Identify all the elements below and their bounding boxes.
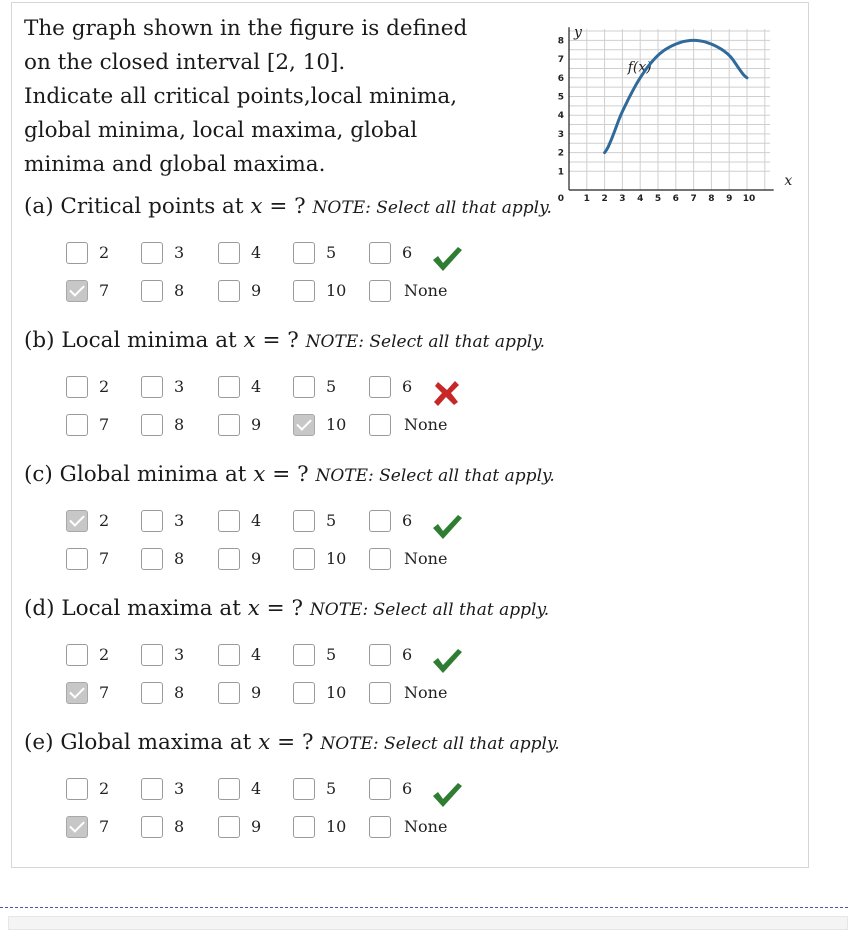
- y-tick-label: 3: [557, 129, 564, 140]
- option-label[interactable]: 4: [251, 511, 262, 530]
- option-label[interactable]: 9: [251, 817, 262, 836]
- option-checkbox[interactable]: [66, 778, 88, 800]
- section-divider: [0, 907, 848, 908]
- option-checkbox[interactable]: [218, 242, 240, 264]
- option-checkbox[interactable]: [141, 548, 163, 570]
- question-prefix: (a) Critical points at: [24, 194, 251, 219]
- option-checkbox[interactable]: [369, 548, 391, 570]
- question-note: NOTE: Select all that apply.: [320, 734, 560, 754]
- option-label[interactable]: 6: [402, 377, 413, 396]
- option-label[interactable]: 2: [99, 377, 110, 396]
- function-graph: [548, 10, 793, 204]
- option-label[interactable]: 5: [326, 243, 337, 262]
- option-label[interactable]: 3: [174, 779, 185, 798]
- option-checkbox[interactable]: [293, 644, 315, 666]
- question-prefix: (e) Global maxima at: [24, 730, 259, 755]
- option-checkbox[interactable]: [369, 778, 391, 800]
- x-tick-label: 5: [654, 194, 662, 204]
- question-variable: x: [253, 462, 266, 487]
- option-label[interactable]: 4: [251, 779, 262, 798]
- option-label[interactable]: 3: [174, 511, 185, 530]
- option-label[interactable]: 9: [251, 549, 262, 568]
- y-tick-label: 0: [557, 194, 564, 204]
- option-checkbox[interactable]: [293, 280, 315, 302]
- option-label[interactable]: 2: [99, 243, 110, 262]
- incorrect-cross-icon: [430, 378, 464, 408]
- option-checkbox[interactable]: [141, 414, 163, 436]
- option-label[interactable]: 2: [99, 779, 110, 798]
- x-axis-label: x: [784, 173, 793, 189]
- option-label[interactable]: 3: [174, 377, 185, 396]
- option-label[interactable]: 5: [326, 377, 337, 396]
- question-note: NOTE: Select all that apply.: [312, 198, 552, 218]
- option-checkbox[interactable]: [369, 682, 391, 704]
- option-checkbox[interactable]: [293, 414, 315, 436]
- option-label[interactable]: 10: [326, 549, 347, 568]
- y-axis-label: y: [574, 24, 582, 41]
- option-label[interactable]: 9: [251, 415, 262, 434]
- question-variable: x: [243, 328, 256, 353]
- option-label[interactable]: 5: [326, 645, 337, 664]
- correct-check-icon: [430, 512, 464, 542]
- question-note: NOTE: Select all that apply.: [315, 466, 555, 486]
- y-tick-label: 5: [557, 92, 564, 103]
- question-equals: = ?: [265, 462, 316, 487]
- y-tick-label: 2: [557, 148, 564, 159]
- graph-grid: [569, 29, 770, 190]
- question-heading: [24, 596, 549, 621]
- option-checkbox[interactable]: [66, 414, 88, 436]
- option-checkbox[interactable]: [293, 376, 315, 398]
- intro-line: The graph shown in the figure is defined: [24, 16, 468, 41]
- option-checkbox[interactable]: [293, 816, 315, 838]
- question-heading: [24, 194, 552, 219]
- question-equals: = ?: [270, 730, 321, 755]
- option-label[interactable]: 10: [326, 281, 347, 300]
- option-checkbox[interactable]: [141, 376, 163, 398]
- option-label[interactable]: 5: [326, 779, 337, 798]
- intro-line: Indicate all critical points,local minima,: [24, 84, 458, 109]
- option-checkbox[interactable]: [293, 242, 315, 264]
- question-variable: x: [258, 730, 271, 755]
- option-label[interactable]: 10: [326, 683, 347, 702]
- option-checkbox[interactable]: [141, 242, 163, 264]
- option-label[interactable]: 8: [174, 281, 185, 300]
- option-checkbox[interactable]: [66, 376, 88, 398]
- option-label[interactable]: 8: [174, 817, 185, 836]
- option-checkbox[interactable]: [293, 548, 315, 570]
- option-checkbox[interactable]: [293, 682, 315, 704]
- option-label[interactable]: 7: [99, 817, 110, 836]
- option-checkbox[interactable]: [369, 242, 391, 264]
- x-tick-label: 3: [619, 194, 626, 204]
- option-checkbox[interactable]: [218, 682, 240, 704]
- y-tick-label: 1: [557, 167, 564, 178]
- x-tick-label: 10: [742, 194, 756, 204]
- option-label[interactable]: 7: [99, 281, 110, 300]
- option-checkbox[interactable]: [218, 280, 240, 302]
- option-checkbox[interactable]: [369, 376, 391, 398]
- option-label[interactable]: 8: [174, 415, 185, 434]
- option-label[interactable]: None: [404, 549, 448, 568]
- intro-line: minima and global maxima.: [24, 152, 326, 177]
- option-label[interactable]: 6: [402, 243, 413, 262]
- question-variable: x: [250, 194, 263, 219]
- question-prefix: (d) Local maxima at: [24, 596, 248, 621]
- option-label[interactable]: 3: [174, 645, 185, 664]
- option-checkbox[interactable]: [66, 242, 88, 264]
- option-checkbox[interactable]: [141, 778, 163, 800]
- correct-check-icon: [430, 244, 464, 274]
- option-label[interactable]: None: [404, 683, 448, 702]
- option-checkbox[interactable]: [141, 644, 163, 666]
- option-label[interactable]: 9: [251, 683, 262, 702]
- x-tick-label: 6: [672, 194, 679, 204]
- option-checkbox[interactable]: [218, 778, 240, 800]
- option-checkbox[interactable]: [218, 510, 240, 532]
- option-label[interactable]: None: [404, 415, 448, 434]
- option-checkbox[interactable]: [218, 548, 240, 570]
- option-checkbox[interactable]: [293, 510, 315, 532]
- option-checkbox[interactable]: [66, 644, 88, 666]
- question-equals: = ?: [259, 596, 310, 621]
- option-label[interactable]: 2: [99, 511, 110, 530]
- question-equals: = ?: [262, 194, 313, 219]
- option-checkbox[interactable]: [369, 510, 391, 532]
- option-checkbox[interactable]: [66, 816, 88, 838]
- option-checkbox[interactable]: [369, 644, 391, 666]
- x-tick-label: 4: [637, 194, 644, 204]
- question-variable: x: [247, 596, 260, 621]
- question-equals: = ?: [255, 328, 306, 353]
- option-checkbox[interactable]: [218, 376, 240, 398]
- option-label[interactable]: 4: [251, 243, 262, 262]
- option-label[interactable]: 7: [99, 549, 110, 568]
- option-label[interactable]: 7: [99, 415, 110, 434]
- x-tick-label: 8: [708, 194, 715, 204]
- problem-statement: [24, 12, 494, 182]
- option-checkbox[interactable]: [218, 816, 240, 838]
- y-tick-label: 7: [557, 55, 564, 66]
- option-checkbox[interactable]: [218, 644, 240, 666]
- question-prefix: (c) Global minima at: [24, 462, 254, 487]
- y-tick-label: 4: [557, 111, 564, 122]
- option-label[interactable]: 8: [174, 683, 185, 702]
- option-checkbox[interactable]: [293, 778, 315, 800]
- option-label[interactable]: 6: [402, 511, 413, 530]
- option-checkbox[interactable]: [66, 682, 88, 704]
- option-label[interactable]: None: [404, 281, 448, 300]
- option-label[interactable]: 9: [251, 281, 262, 300]
- option-checkbox[interactable]: [141, 280, 163, 302]
- option-label[interactable]: 4: [251, 377, 262, 396]
- question-heading: [24, 462, 555, 487]
- option-label[interactable]: None: [404, 817, 448, 836]
- intro-line: global minima, local maxima, global: [24, 118, 418, 143]
- function-label: f(x): [627, 59, 652, 76]
- y-tick-label: 6: [557, 73, 564, 84]
- option-label[interactable]: 10: [326, 415, 347, 434]
- intro-line: on the closed interval [2, 10].: [24, 50, 346, 75]
- x-tick-label: 7: [690, 194, 697, 204]
- option-checkbox[interactable]: [141, 816, 163, 838]
- option-checkbox[interactable]: [369, 816, 391, 838]
- option-label[interactable]: 8: [174, 549, 185, 568]
- option-label[interactable]: 10: [326, 817, 347, 836]
- option-label[interactable]: 4: [251, 645, 262, 664]
- footer-bar: [8, 916, 848, 930]
- option-label[interactable]: 3: [174, 243, 185, 262]
- question-note: NOTE: Select all that apply.: [305, 332, 545, 352]
- correct-check-icon: [430, 646, 464, 676]
- x-tick-label: 1: [583, 194, 590, 204]
- option-checkbox[interactable]: [369, 280, 391, 302]
- option-label[interactable]: 2: [99, 645, 110, 664]
- correct-check-icon: [430, 780, 464, 810]
- option-label[interactable]: 5: [326, 511, 337, 530]
- question-note: NOTE: Select all that apply.: [309, 600, 550, 620]
- question-heading: [24, 730, 560, 755]
- option-checkbox[interactable]: [66, 280, 88, 302]
- option-label[interactable]: 6: [402, 779, 413, 798]
- option-checkbox[interactable]: [141, 682, 163, 704]
- option-label[interactable]: 6: [402, 645, 413, 664]
- option-checkbox[interactable]: [369, 414, 391, 436]
- option-checkbox[interactable]: [218, 414, 240, 436]
- question-heading: [24, 328, 545, 353]
- x-tick-label: 9: [726, 194, 733, 204]
- question-prefix: (b) Local minima at: [24, 328, 244, 353]
- option-label[interactable]: 7: [99, 683, 110, 702]
- x-tick-label: 2: [601, 194, 608, 204]
- y-tick-label: 8: [557, 36, 564, 47]
- option-checkbox[interactable]: [66, 548, 88, 570]
- option-checkbox[interactable]: [66, 510, 88, 532]
- option-checkbox[interactable]: [141, 510, 163, 532]
